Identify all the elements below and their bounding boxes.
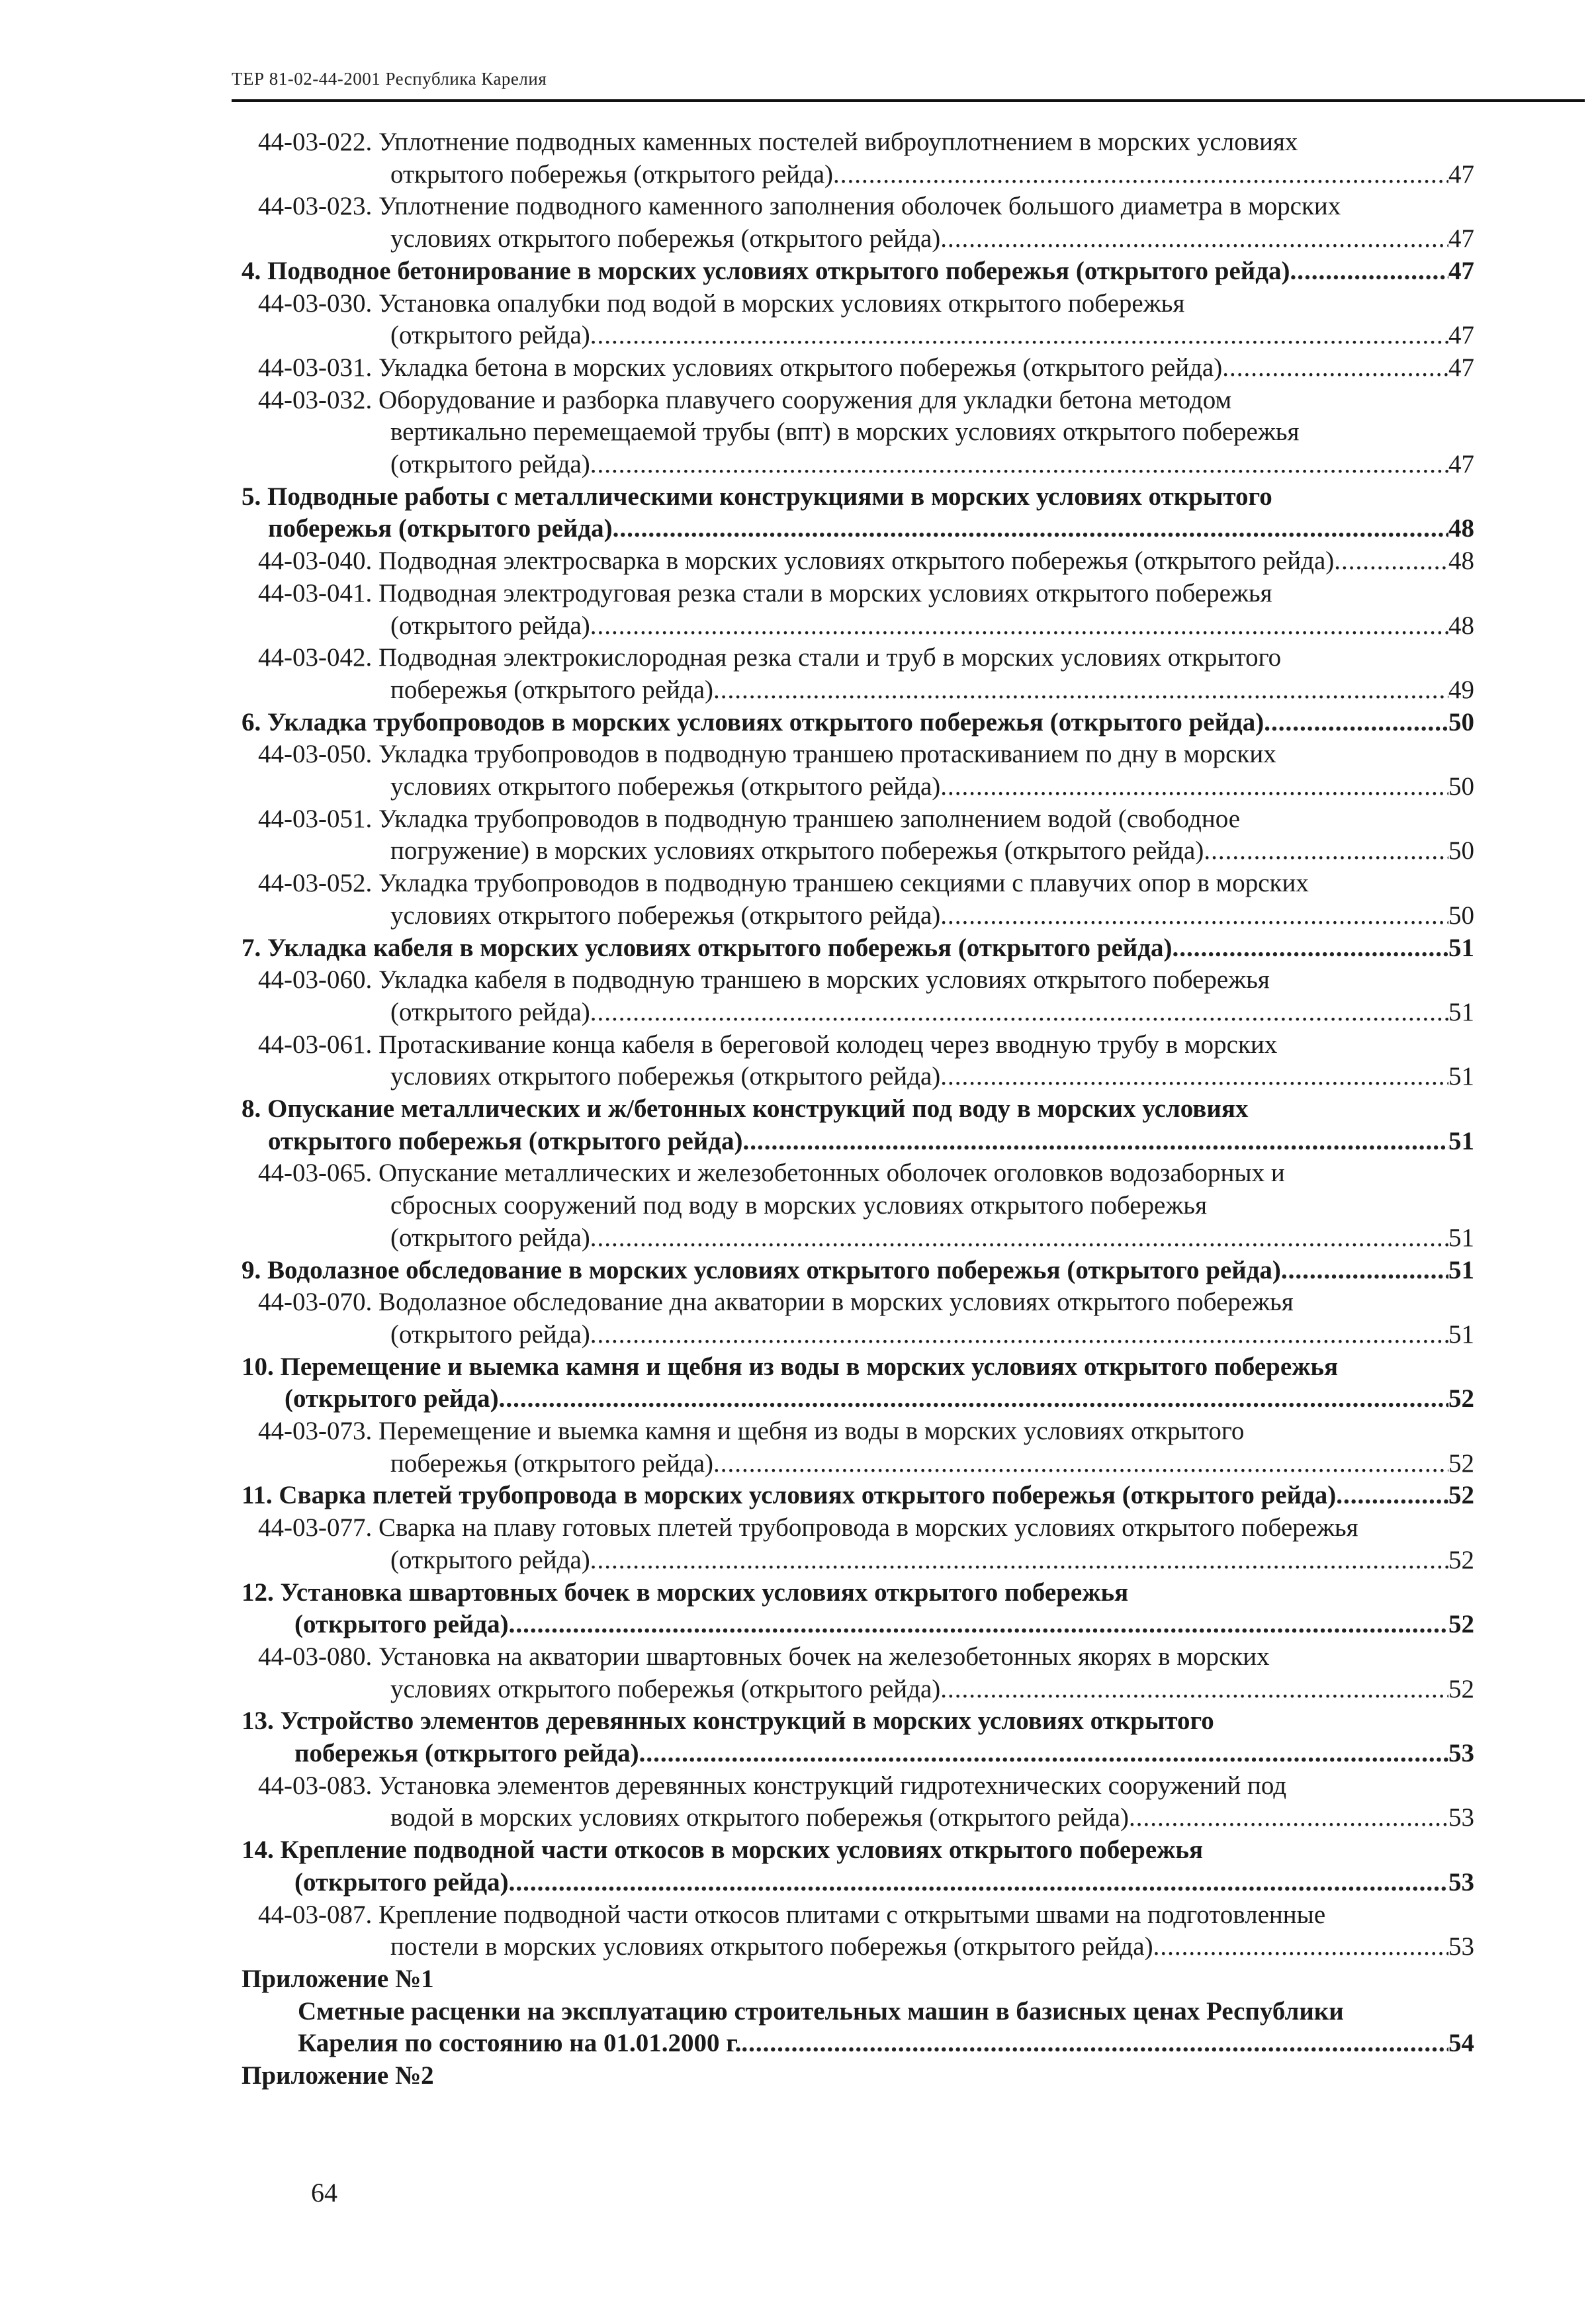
toc-text: 44-03-041. Подводная электродуговая резка стали в морских условиях открытого побережья (258, 578, 1272, 607)
toc-page-number: 53 (1448, 1739, 1474, 1767)
toc-entry-line (390, 1673, 1474, 1706)
toc-entry-line (258, 867, 1309, 900)
toc-text: условиях открытого побережья (открытого рейда) (390, 224, 941, 253)
toc-text: 6. Укладка трубопроводов в морских условиях открытого побережья (открытого рейда) (242, 707, 1264, 737)
toc-text: 44-03-023. Уплотнение подводного каменного заполнения оболочек большого диаметра в морских (258, 192, 1341, 221)
toc-text: (открытого рейда) (390, 1223, 590, 1252)
toc-entry-line (390, 1222, 1474, 1255)
toc-entry-line (390, 834, 1474, 868)
dot-leader (940, 770, 1448, 803)
toc-text: условиях открытого побережья (открытого рейда) (390, 1674, 941, 1703)
toc-text: 13. Устройство элементов деревянных конструкций в морских условиях открытого (242, 1707, 1214, 1736)
toc-text: вертикально перемещаемой трубы (впт) в морских условиях открытого побережья (390, 418, 1300, 447)
toc-entry-line (258, 1028, 1277, 1061)
toc-entry-line (390, 319, 1474, 352)
toc-entry-line (258, 351, 1474, 384)
dot-leader (1336, 1479, 1448, 1512)
toc-text: 44-03-065. Опускание металлических и железобетонных оболочек оголовков водозаборных и (258, 1159, 1285, 1188)
toc-entry-line (258, 1157, 1285, 1190)
toc-text: Приложение №2 (242, 2061, 434, 2090)
toc-page-number: 52 (1448, 1449, 1474, 1478)
toc-text: 12. Установка швартовных бочек в морских условиях открытого побережья (242, 1578, 1129, 1607)
toc-page-number: 50 (1448, 836, 1474, 866)
toc-text: открытого побережья (открытого рейда) (390, 159, 834, 189)
toc-text: 44-03-060. Укладка кабеля в подводную траншею в морских условиях открытого побережья (258, 965, 1270, 995)
toc-page-number: 49 (1448, 675, 1474, 704)
toc-entry-line (390, 609, 1474, 643)
toc-page-number: 53 (1448, 1803, 1474, 1832)
toc-text: 44-03-080. Установка на акватории швартовных бочек на железобетонных якорях в морских (258, 1642, 1270, 1671)
toc-text: условиях открытого побережья (открытого рейда) (390, 1062, 941, 1091)
toc-section-line (268, 1125, 1474, 1158)
toc-page-number: 50 (1448, 901, 1474, 930)
toc-text: 44-03-073. Перемещение и выемка камня и щебня из воды в морских условиях открытого (258, 1417, 1245, 1445)
toc-section-line (242, 1093, 1248, 1126)
dot-leader (590, 1544, 1448, 1577)
toc-text: погружение) в морских условиях открытого побережья (открытого рейда) (390, 836, 1204, 866)
toc-page-number: 48 (1448, 611, 1474, 640)
toc-section-line (294, 1866, 1474, 1899)
dot-leader (742, 1125, 1448, 1158)
dot-leader (509, 1608, 1448, 1641)
toc-entry-line (390, 1060, 1474, 1093)
toc-page-number: 47 (1448, 353, 1474, 382)
dot-leader (590, 996, 1448, 1029)
toc-page-number: 52 (1448, 1384, 1474, 1413)
toc-text: 4. Подводное бетонирование в морских условиях открытого побережья (открытого рейда) (242, 256, 1290, 285)
toc-entry-line (258, 1899, 1325, 1932)
toc-text: 44-03-070. Водолазное обследование дна акватории в морских условиях открытого побережья (258, 1288, 1294, 1317)
toc-text: 7. Укладка кабеля в морских условиях открытого побережья (открытого рейда) (242, 933, 1173, 962)
toc-section-line (242, 1834, 1203, 1867)
toc-page-number: 52 (1448, 1610, 1474, 1639)
toc-page-number: 51 (1448, 933, 1474, 962)
toc-entry-line (390, 158, 1474, 191)
toc-entry-line (390, 1801, 1474, 1834)
toc-entry-line (390, 899, 1474, 932)
toc-text: (открытого рейда) (390, 997, 590, 1026)
toc-entry-line (258, 1415, 1244, 1448)
dot-leader (590, 609, 1448, 643)
page-number: 64 (311, 2178, 337, 2208)
dot-leader (833, 158, 1448, 191)
toc-section-line (242, 1479, 1474, 1512)
toc-entry-line (258, 1769, 1286, 1803)
toc-page-number: 47 (1448, 321, 1474, 350)
toc-text: 14. Крепление подводной части откосов в морских условиях открытого побережья (242, 1836, 1204, 1865)
toc-section-line (298, 2027, 1474, 2060)
toc-text: Карелия по состоянию на 01.01.2000 г. (298, 2029, 742, 2058)
dot-leader (590, 1318, 1448, 1351)
toc-page-number: 51 (1448, 1062, 1474, 1091)
toc-page-number: 51 (1448, 997, 1474, 1026)
toc-text: побережья (открытого рейда) (390, 675, 714, 704)
dot-leader (1290, 255, 1448, 288)
toc-entry-line (258, 1640, 1270, 1674)
dot-leader (613, 512, 1448, 545)
toc-text: (открытого рейда) (390, 1319, 590, 1349)
toc-text: (открытого рейда) (390, 611, 590, 640)
toc-text: 44-03-031. Укладка бетона в морских условиях открытого побережья (открытого рейда) (258, 353, 1223, 382)
toc-page-number: 47 (1448, 159, 1474, 189)
dot-leader (1129, 1801, 1448, 1834)
toc-page-number: 51 (1448, 1319, 1474, 1349)
toc-page-number: 50 (1448, 772, 1474, 801)
toc-text: 8. Опускание металлических и ж/бетонных конструкций под воду в морских условиях (242, 1095, 1249, 1123)
toc-entry-line (258, 545, 1474, 578)
toc-entry-line (258, 738, 1276, 771)
dot-leader (1153, 1930, 1448, 1963)
toc-entry-line (258, 287, 1184, 320)
toc-text: 9. Водолазное обследование в морских условиях открытого побережья (открытого рейда) (242, 1255, 1281, 1284)
toc-page-number: 53 (1448, 1932, 1474, 1961)
toc-entry-line (258, 1511, 1358, 1544)
toc-text: (открытого рейда) (390, 321, 590, 350)
dot-leader (509, 1866, 1448, 1899)
toc-page-number: 47 (1448, 224, 1474, 253)
toc-text: условиях открытого побережья (открытого рейда) (390, 901, 941, 930)
dot-leader (590, 448, 1448, 481)
toc-entry-line (390, 1318, 1474, 1351)
toc-page-number: 53 (1448, 1867, 1474, 1897)
toc-section-line (242, 1705, 1214, 1738)
toc-text: 44-03-051. Укладка трубопроводов в подводную траншею заполнением водой (свободное (258, 804, 1241, 833)
dot-leader (590, 319, 1448, 352)
toc-text: (открытого рейда) (390, 450, 590, 478)
dot-leader (741, 2027, 1448, 2060)
toc-page-number: 48 (1448, 547, 1474, 576)
toc-section-line (268, 512, 1474, 545)
toc-entry-line (258, 963, 1270, 997)
toc-entry-line (390, 1544, 1474, 1577)
header-rule (232, 99, 1585, 102)
toc-text: Приложение №1 (242, 1964, 434, 1993)
dot-leader (940, 222, 1448, 255)
dot-leader (1334, 545, 1448, 578)
dot-leader (1264, 706, 1448, 739)
toc-section-line (242, 1576, 1128, 1609)
toc-text: 10. Перемещение и выемка камня и щебня из воды в морских условиях открытого побережья (242, 1352, 1339, 1381)
toc-entry-line (390, 416, 1300, 449)
toc-text: побережья (открытого рейда) (390, 1449, 714, 1478)
toc-section-line (242, 480, 1272, 514)
toc-section-line (242, 1351, 1338, 1384)
toc-entry-line (258, 126, 1298, 159)
toc-entry-line (390, 1189, 1207, 1222)
toc-section-line (294, 1608, 1474, 1641)
toc-page-number: 51 (1448, 1255, 1474, 1284)
dot-leader (1204, 834, 1448, 868)
toc-entry-line (390, 674, 1474, 707)
toc-entry-line (258, 641, 1281, 674)
toc-text: условиях открытого побережья (открытого рейда) (390, 772, 941, 801)
toc-text: 44-03-083. Установка элементов деревянных конструкций гидротехнических сооружений под (258, 1771, 1287, 1800)
toc-text: 11. Сварка плетей трубопровода в морских условиях открытого побережья (открытого рейда) (242, 1481, 1337, 1510)
toc-entry-line (258, 1286, 1294, 1319)
toc-section-line (242, 255, 1474, 288)
toc-text: 44-03-022. Уплотнение подводных каменных постелей виброуплотнением в морских условиях (258, 128, 1298, 156)
toc-text: (открытого рейда) (294, 1867, 509, 1897)
toc-page-number: 47 (1448, 256, 1474, 285)
toc-page-number: 47 (1448, 450, 1474, 478)
toc-text: (открытого рейда) (390, 1545, 590, 1574)
toc-text: открытого побережья (открытого рейда) (268, 1126, 743, 1155)
toc-text: 44-03-050. Укладка трубопроводов в подводную траншею протаскиванием по дну в морских (258, 740, 1276, 769)
toc-text: 5. Подводные работы с металлическими конструкциями в морских условиях открытого (242, 482, 1272, 511)
toc-entry-line (390, 448, 1474, 481)
dot-leader (639, 1737, 1448, 1770)
toc-text: Сметные расценки на эксплуатацию строительных машин в базисных ценах Республики (298, 1996, 1344, 2026)
running-header: ТЕР 81-02-44-2001 Республика Карелия (232, 69, 547, 89)
toc-text: (открытого рейда) (294, 1610, 509, 1639)
toc-text: водой в морских условиях открытого побережья (открытого рейда) (390, 1803, 1129, 1832)
toc-section-line (294, 1737, 1474, 1770)
toc-section-line (242, 706, 1474, 739)
toc-text: 44-03-061. Протаскивание конца кабеля в береговой колодец через вводную трубу в морских (258, 1030, 1278, 1059)
dot-leader (940, 899, 1448, 932)
toc-page-number: 51 (1448, 1126, 1474, 1155)
dot-leader (1222, 351, 1448, 384)
toc-text: 44-03-040. Подводная электросварка в морских условиях открытого побережья (открытого рейда) (258, 547, 1335, 576)
toc-text: постели в морских условиях открытого побережья (открытого рейда) (390, 1932, 1153, 1961)
dot-leader (1281, 1254, 1448, 1287)
toc-entry-line (258, 803, 1240, 836)
dot-leader (1172, 932, 1448, 965)
toc-entry-line (390, 1447, 1474, 1480)
toc-page-number: 51 (1448, 1223, 1474, 1252)
toc-text: 44-03-052. Укладка трубопроводов в подводную траншею секциями с плавучих опор в морских (258, 869, 1309, 898)
dot-leader (940, 1060, 1448, 1093)
toc-entry-line (258, 577, 1272, 610)
dot-leader (713, 674, 1448, 707)
toc-section-line (242, 1254, 1474, 1287)
toc-page-number: 54 (1448, 2029, 1474, 2058)
toc-entry-line (390, 996, 1474, 1029)
toc-text: побережья (открытого рейда) (294, 1739, 639, 1767)
toc-page-number: 52 (1448, 1545, 1474, 1574)
toc-page-number: 48 (1448, 514, 1474, 543)
toc-page-number: 52 (1448, 1674, 1474, 1703)
toc-section-line (242, 1963, 434, 1996)
toc-section-line (285, 1382, 1474, 1415)
toc-text: сбросных сооружений под воду в морских условиях открытого побережья (390, 1191, 1208, 1220)
toc-text: 44-03-077. Сварка на плаву готовых плетей трубопровода в морских условиях открытого побережья (258, 1513, 1358, 1542)
toc-entry-line (390, 1930, 1474, 1963)
dot-leader (940, 1673, 1448, 1706)
dot-leader (713, 1447, 1448, 1480)
toc-page-number: 52 (1448, 1481, 1474, 1510)
toc-entry-line (390, 770, 1474, 803)
toc-entry-line (258, 190, 1341, 223)
dot-leader (590, 1222, 1448, 1255)
toc-section-line (242, 2059, 434, 2092)
toc-section-line (242, 932, 1474, 965)
toc-text: 44-03-030. Установка опалубки под водой в морских условиях открытого побережья (258, 289, 1185, 318)
toc-text: 44-03-087. Крепление подводной части откосов плитами с открытыми швами на подготовленные (258, 1900, 1326, 1929)
toc-text: побережья (открытого рейда) (268, 514, 613, 543)
toc-page-number: 50 (1448, 707, 1474, 737)
toc-entry-line (390, 222, 1474, 255)
toc-text: 44-03-042. Подводная электрокислородная резка стали и труб в морских условиях открытого (258, 643, 1282, 672)
dot-leader (499, 1382, 1448, 1415)
toc-text: (открытого рейда) (285, 1384, 499, 1413)
toc-text: 44-03-032. Оборудование и разборка плавучего сооружения для укладки бетона методом (258, 385, 1232, 414)
toc-entry-line (258, 384, 1231, 417)
toc-section-line (298, 1995, 1344, 2028)
